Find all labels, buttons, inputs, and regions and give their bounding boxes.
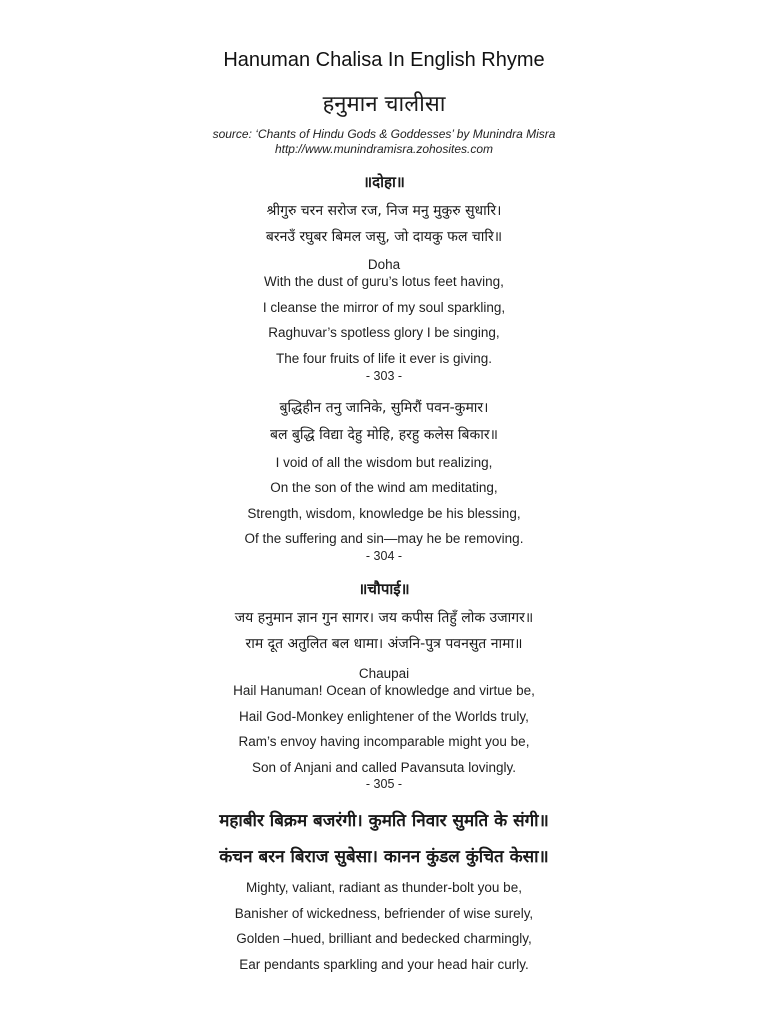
doha2-hindi-line-1: बुद्धिहीन तनु जानिके, सुमिरौं पवन-कुमार। [279, 400, 489, 416]
chaupai-label: Chaupai [358, 666, 410, 681]
doha-english-line-1: With the dust of guru’s lotus feet having, [264, 274, 504, 289]
chaupai2-english-line-4: Ear pendants sparkling and your head hair curly. [239, 957, 529, 972]
doha-label: Doha [367, 257, 401, 272]
doha2-english-line-1: I void of all the wisdom but realizing, [275, 455, 493, 470]
doha-english-line-2: I cleanse the mirror of my soul sparkling, [262, 300, 506, 315]
doha-hindi-line-1: श्रीगुरु चरन सरोज रज, निज मनु मुकुरु सुधारि। [266, 203, 502, 219]
doha2-english-line-2: On the son of the wind am meditating, [270, 480, 498, 495]
chaupai2-hindi-line-2: कंचन बरन बिराज सुबेसा। कानन कुंडल कुंचित केसा॥ [219, 847, 549, 867]
doha-english-line-4: The four fruits of life it ever is giving. [275, 351, 493, 366]
source-line: source: ‘Chants of Hindu Gods & Goddesses’ by Munindra Misra [212, 127, 556, 141]
source-url: http://www.munindramisra.zohosites.com [274, 142, 494, 156]
page-title: Hanuman Chalisa In English Rhyme [223, 49, 545, 71]
chaupai-hindi-line-2: राम दूत अतुलित बल धामा। अंजनि-पुत्र पवनसुत नामा॥ [245, 636, 523, 652]
chaupai-english-line-4: Son of Anjani and called Pavansuta lovingly. [252, 760, 516, 775]
doha-english-line-3: Raghuvar’s spotless glory I be singing, [268, 325, 500, 340]
doha-hindi-line-2: बरनउँ रघुबर बिमल जसु, जो दायकु फल चारि॥ [265, 229, 503, 245]
chaupai-english-line-1: Hail Hanuman! Ocean of knowledge and virtue be, [233, 683, 535, 698]
verse-number: - 303 - [365, 369, 403, 383]
doha2-english-line-4: Of the suffering and sin—may he be removing. [244, 531, 524, 546]
doha2-english-line-3: Strength, wisdom, knowledge be his blessing, [247, 506, 521, 521]
chaupai2-english-line-1: Mighty, valiant, radiant as thunder-bolt you be, [246, 880, 522, 895]
verse-number: - 304 - [365, 549, 403, 563]
chaupai-hindi-line-1: जय हनुमान ज्ञान गुन सागर। जय कपीस तिहुँ लोक उजागर॥ [234, 610, 534, 626]
chaupai-english-line-3: Ram’s envoy having incomparable might you be, [238, 734, 530, 749]
verse-number: - 305 - [365, 777, 403, 791]
chaupai2-english-line-3: Golden –hued, brilliant and bedecked charmingly, [236, 931, 532, 946]
chaupai-heading: ॥चौपाई॥ [358, 580, 410, 598]
chaupai2-english-line-2: Banisher of wickedness, befriender of wise surely, [234, 906, 534, 921]
doha-heading: ॥दोहा॥ [363, 173, 405, 191]
chaupai2-hindi-line-1: महाबीर बिक्रम बजरंगी। कुमति निवार सुमति के संगी॥ [219, 811, 549, 831]
hindi-title: हनुमान चालीसा [322, 92, 446, 117]
doha2-hindi-line-2: बल बुद्धि विद्या देहु मोहि, हरहु कलेस बिकार॥ [269, 427, 499, 443]
chaupai-english-line-2: Hail God-Monkey enlightener of the Worlds truly, [239, 709, 529, 724]
